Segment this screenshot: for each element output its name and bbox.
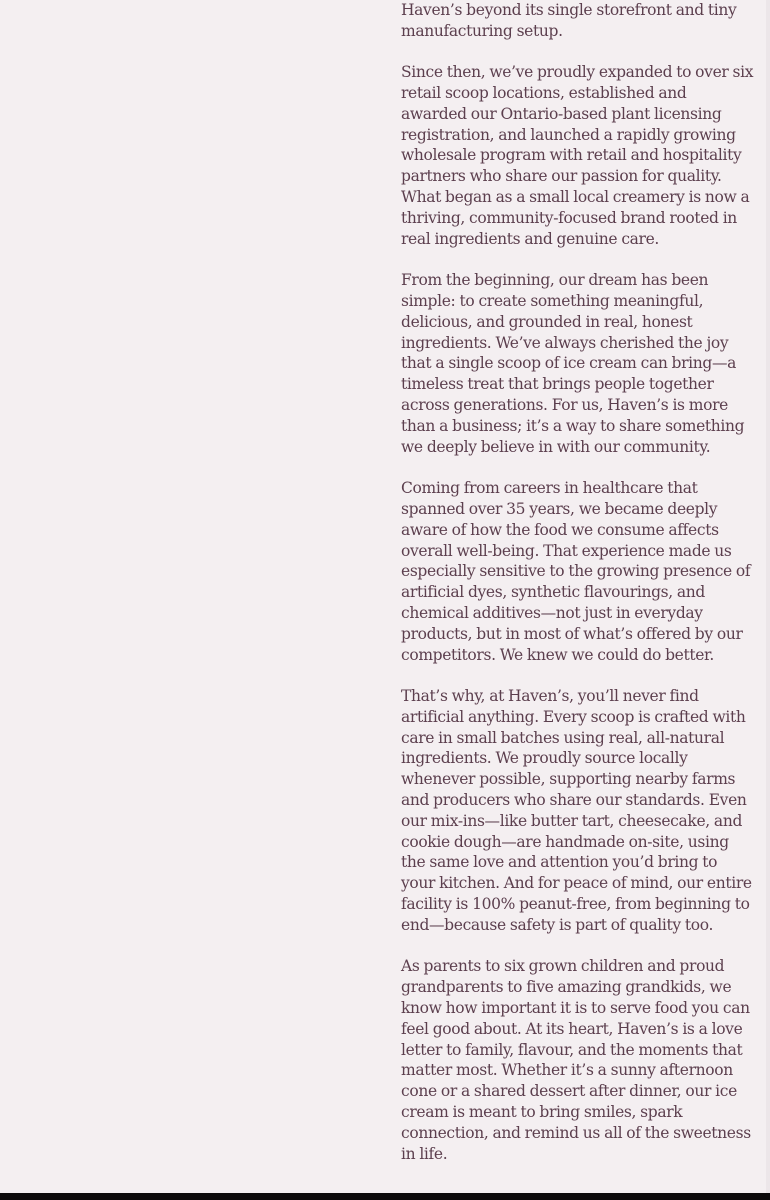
our-story-text (401, 0, 755, 1185)
story-paragraph-6: As parents to six grown children and proud grandparents to five amazing grandkids, we know how important it is to serve food you can feel good about. At its heart, Haven’s is a love letter to family, flavour, and the moments that matter most. Whether it’s a sunny afternoon cone or a shared dessert after dinner, our ice cream is meant to bring smiles, spark connection, and remind us all of the sweetness in life. (401, 957, 751, 1163)
story-paragraph-2: Since then, we’ve proudly expanded to over six retail scoop locations, established and awarded our Ontario-based plant licensing registration, and launched a rapidly growing wholesale program with retail and hospitality partners who share our passion for quality. What began as a small local creamery is now a thriving, community-focused brand rooted in real ingredients and genuine care. (401, 63, 754, 248)
story-paragraph-1: Haven’s beyond its single storefront and tiny manufacturing setup. (401, 0, 737, 40)
story-paragraph-5: That’s why, at Haven’s, you’ll never find artificial anything. Every scoop is crafted with care in small batches using real, all-natural ingredients. We proudly source locally whenever possible, supporting nearby farms and producers who share our standards. Even our mix-ins—like butter tart, cheesecake, and cookie dough—are handmade on-site, using the same love and attention you’d bring to your kitchen. And for peace of mind, our entire facility is 100% peanut-free, from beginning to end—because safety is part of quality too. (401, 687, 752, 934)
story-paragraph-3: From the beginning, our dream has been simple: to create something meaningful, delicious, and grounded in real, honest ingredients. We’ve always cherished the joy that a single scoop of ice cream can bring—a timeless treat that brings people together across generations. For us, Haven’s is more than a business; it’s a way to share something we deeply believe in with our community. (401, 271, 745, 456)
page-edge (766, 0, 770, 1193)
footer-bar (0, 1193, 770, 1200)
story-paragraph-4: Coming from careers in healthcare that spanned over 35 years, we became deeply aware of how the food we consume affects overall well-being. That experience made us especially sensitive to the growing presence of artificial dyes, synthetic flavourings, and chemical additives—not just in everyday products, but in most of what’s offered by our competitors. We knew we could do better. (401, 479, 751, 664)
